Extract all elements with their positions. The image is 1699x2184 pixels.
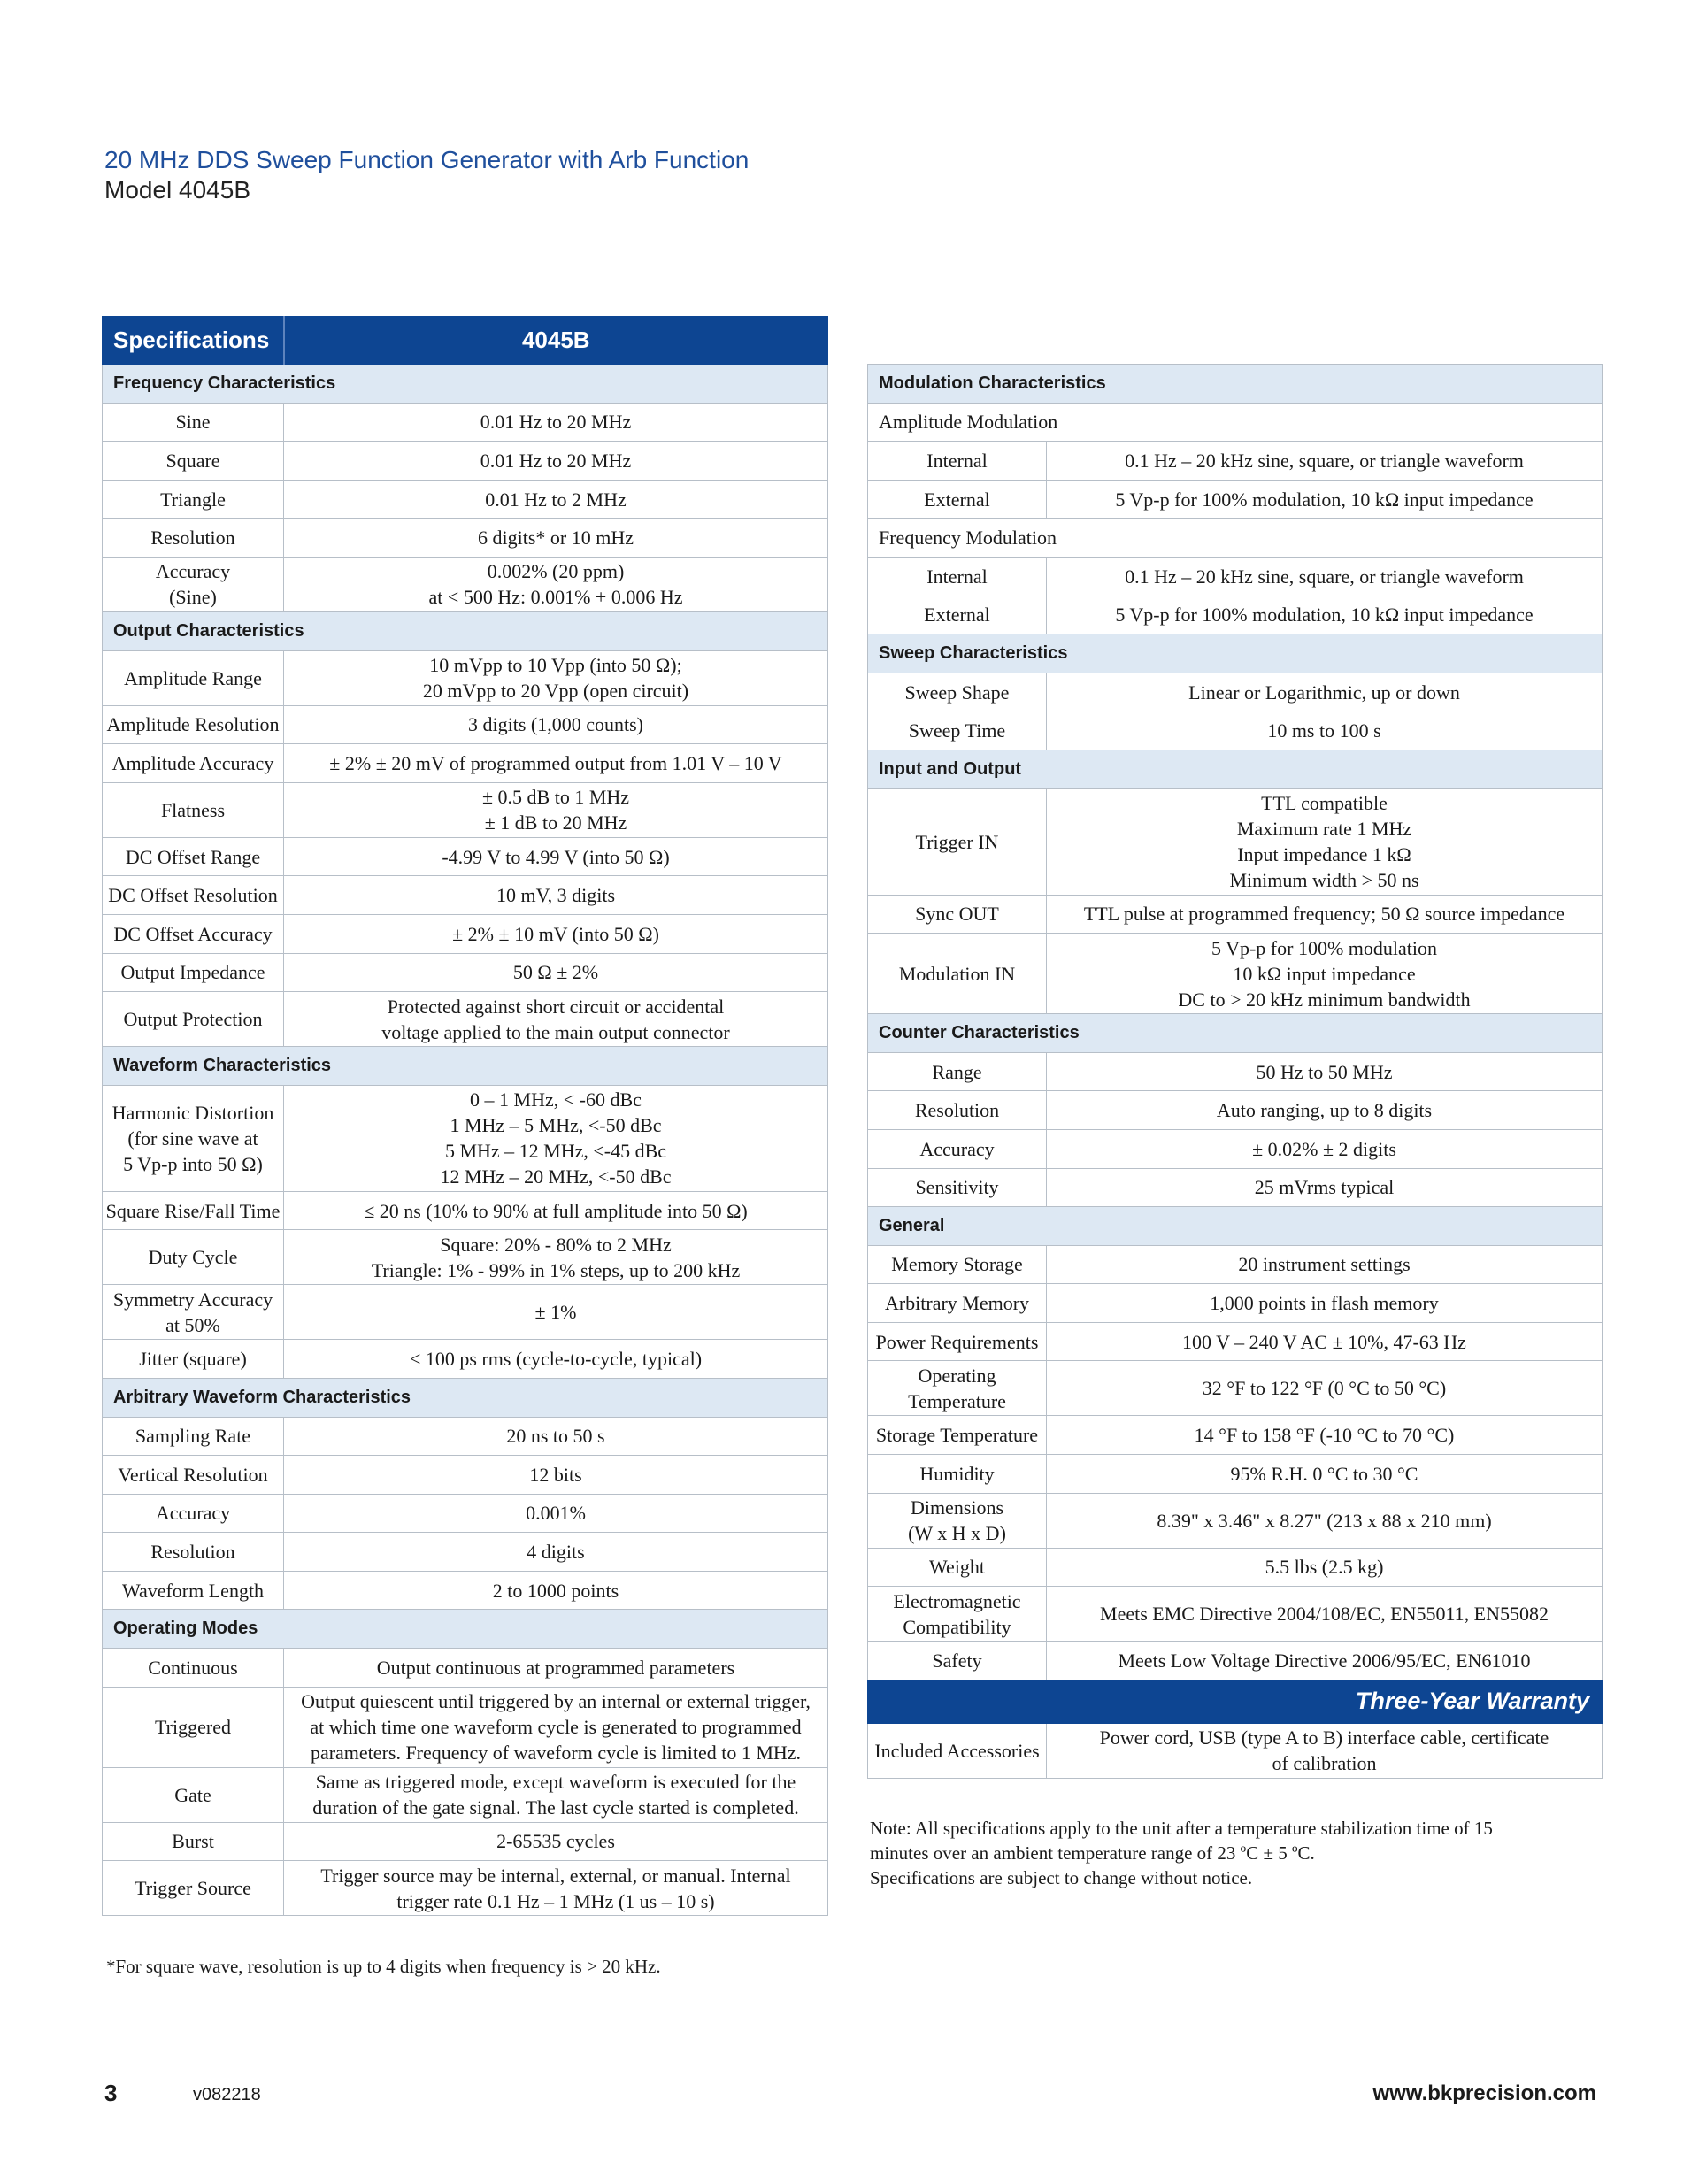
spec-value: Linear or Logarithmic, up or down bbox=[1047, 673, 1603, 711]
spec-row bbox=[103, 1571, 828, 1610]
spec-row bbox=[103, 1417, 828, 1456]
spec-value: Meets Low Voltage Directive 2006/95/EC, EN61010 bbox=[1047, 1642, 1603, 1680]
subsection-header bbox=[868, 403, 1603, 442]
spec-label: Humidity bbox=[868, 1455, 1047, 1494]
section-title: Amplitude Modulation bbox=[868, 403, 1603, 442]
spec-row bbox=[868, 1245, 1603, 1284]
section-title: Arbitrary Waveform Characteristics bbox=[103, 1378, 828, 1417]
warranty-text: Three-Year Warranty bbox=[868, 1680, 1603, 1723]
spec-label: Resolution bbox=[868, 1091, 1047, 1130]
section-title: Waveform Characteristics bbox=[103, 1047, 828, 1086]
spec-value: Same as triggered mode, except waveform is executed for the duration of the gate signal. The last cycle started is completed. bbox=[284, 1767, 828, 1822]
spec-row bbox=[103, 1085, 828, 1191]
spec-row bbox=[868, 1493, 1603, 1548]
spec-value: 0.01 Hz to 20 MHz bbox=[284, 442, 828, 481]
note-line: Note: All specifications apply to the unit after a temperature stabilization time of 15 bbox=[870, 1818, 1493, 1839]
spec-row bbox=[868, 1052, 1603, 1091]
spec-row bbox=[868, 1168, 1603, 1207]
section-header bbox=[103, 611, 828, 650]
spec-label: Power Requirements bbox=[868, 1322, 1047, 1361]
spec-row bbox=[103, 914, 828, 953]
spec-value: 2 to 1000 points bbox=[284, 1571, 828, 1610]
spec-value: 14 °F to 158 °F (-10 °C to 70 °C) bbox=[1047, 1416, 1603, 1455]
spec-label: Flatness bbox=[103, 782, 284, 837]
spec-value: ± 0.02% ± 2 digits bbox=[1047, 1129, 1603, 1168]
spec-label: Resolution bbox=[103, 519, 284, 558]
warranty-banner bbox=[868, 1680, 1603, 1723]
spec-label: Sweep Time bbox=[868, 711, 1047, 750]
specifications-note bbox=[870, 1816, 1595, 1890]
spec-row bbox=[103, 1456, 828, 1495]
spec-value: Trigger source may be internal, external, or manual. Internal trigger rate 0.1 Hz – 1 MHz (1 us – 10 s) bbox=[284, 1861, 828, 1916]
spec-row bbox=[868, 557, 1603, 596]
spec-label: DC Offset Resolution bbox=[103, 876, 284, 915]
spec-value: 50 Ω ± 2% bbox=[284, 953, 828, 992]
spec-label: Trigger IN bbox=[868, 788, 1047, 895]
resolution-footnote: *For square wave, resolution is up to 4 digits when frequency is > 20 kHz. bbox=[106, 1956, 661, 1977]
spec-value: 5.5 lbs (2.5 kg) bbox=[1047, 1548, 1603, 1587]
spec-label: External bbox=[868, 480, 1047, 519]
spec-row bbox=[103, 1687, 828, 1767]
spec-row bbox=[103, 953, 828, 992]
spec-row bbox=[868, 934, 1603, 1014]
spec-value: 25 mVrms typical bbox=[1047, 1168, 1603, 1207]
spec-row bbox=[103, 650, 828, 705]
model-number: Model 4045B bbox=[104, 176, 251, 204]
spec-label: Memory Storage bbox=[868, 1245, 1047, 1284]
spec-row bbox=[868, 1548, 1603, 1587]
spec-value: 0.002% (20 ppm) at < 500 Hz: 0.001% + 0.006 Hz bbox=[284, 557, 828, 611]
spec-row bbox=[868, 596, 1603, 634]
section-header bbox=[103, 1047, 828, 1086]
spec-value: 50 Hz to 50 MHz bbox=[1047, 1052, 1603, 1091]
spec-label: Symmetry Accuracy at 50% bbox=[103, 1285, 284, 1340]
spec-row bbox=[103, 782, 828, 837]
spec-value: 12 bits bbox=[284, 1456, 828, 1495]
spec-value: ± 2% ± 10 mV (into 50 Ω) bbox=[284, 914, 828, 953]
spec-label: Operating Temperature bbox=[868, 1361, 1047, 1416]
spec-row bbox=[103, 1767, 828, 1822]
spec-label: Amplitude Range bbox=[103, 650, 284, 705]
spec-row bbox=[868, 673, 1603, 711]
spec-row bbox=[103, 1494, 828, 1533]
spec-label: Accuracy bbox=[103, 1494, 284, 1533]
spec-label: Sync OUT bbox=[868, 895, 1047, 934]
spec-label: Arbitrary Memory bbox=[868, 1284, 1047, 1323]
spec-row bbox=[868, 480, 1603, 519]
spec-label: Amplitude Resolution bbox=[103, 705, 284, 744]
spec-value: 4 digits bbox=[284, 1533, 828, 1572]
note-line: minutes over an ambient temperature range of 23 ºC ± 5 ºC. bbox=[870, 1842, 1315, 1864]
spec-value: Output quiescent until triggered by an internal or external trigger, at which time one waveform cycle is generated to programmed parameters. Frequency of waveform cycle is limited to 1 MHz. bbox=[284, 1687, 828, 1767]
spec-label: Included Accessories bbox=[868, 1723, 1047, 1778]
spec-label: Modulation IN bbox=[868, 934, 1047, 1014]
spec-label: Accuracy bbox=[868, 1129, 1047, 1168]
spec-row bbox=[868, 1723, 1603, 1778]
spec-label: Range bbox=[868, 1052, 1047, 1091]
spec-label: Sweep Shape bbox=[868, 673, 1047, 711]
spec-label: Square bbox=[103, 442, 284, 481]
spec-value: ≤ 20 ns (10% to 90% at full amplitude into 50 Ω) bbox=[284, 1191, 828, 1230]
spec-value: Auto ranging, up to 8 digits bbox=[1047, 1091, 1603, 1130]
spec-value: 0.1 Hz – 20 kHz sine, square, or triangle waveform bbox=[1047, 442, 1603, 481]
spec-value: 10 mV, 3 digits bbox=[284, 876, 828, 915]
spec-row bbox=[868, 1322, 1603, 1361]
section-header bbox=[103, 1610, 828, 1649]
spec-row bbox=[103, 1285, 828, 1340]
section-header bbox=[103, 1378, 828, 1417]
spec-label: Duty Cycle bbox=[103, 1230, 284, 1285]
spec-value: ± 1% bbox=[284, 1285, 828, 1340]
spec-value: Protected against short circuit or accidental voltage applied to the main output connector bbox=[284, 992, 828, 1047]
specifications-table-header bbox=[103, 317, 828, 365]
spec-row bbox=[103, 705, 828, 744]
specifications-heading: Specifications bbox=[103, 317, 284, 365]
spec-label: Harmonic Distortion (for sine wave at 5 Vp-p into 50 Ω) bbox=[103, 1085, 284, 1191]
spec-label: Output Protection bbox=[103, 992, 284, 1047]
spec-label: DC Offset Range bbox=[103, 837, 284, 876]
spec-value: 10 ms to 100 s bbox=[1047, 711, 1603, 750]
spec-row bbox=[103, 1230, 828, 1285]
spec-row bbox=[868, 1416, 1603, 1455]
spec-row bbox=[868, 711, 1603, 750]
spec-label: Dimensions (W x H x D) bbox=[868, 1493, 1047, 1548]
section-title: Input and Output bbox=[868, 750, 1603, 788]
page-number: 3 bbox=[104, 2080, 118, 2106]
spec-label: Resolution bbox=[103, 1533, 284, 1572]
spec-value: 6 digits* or 10 mHz bbox=[284, 519, 828, 558]
spec-label: Trigger Source bbox=[103, 1861, 284, 1916]
spec-label: Square Rise/Fall Time bbox=[103, 1191, 284, 1230]
spec-row bbox=[103, 1649, 828, 1688]
spec-value: ± 2% ± 20 mV of programmed output from 1.01 V – 10 V bbox=[284, 744, 828, 783]
spec-value: < 100 ps rms (cycle-to-cycle, typical) bbox=[284, 1340, 828, 1379]
spec-value: Meets EMC Directive 2004/108/EC, EN55011, EN55082 bbox=[1047, 1587, 1603, 1642]
spec-value: TTL compatible Maximum rate 1 MHz Input impedance 1 kΩ Minimum width > 50 ns bbox=[1047, 788, 1603, 895]
spec-value: 3 digits (1,000 counts) bbox=[284, 705, 828, 744]
spec-value: 95% R.H. 0 °C to 30 °C bbox=[1047, 1455, 1603, 1494]
spec-value: 0.001% bbox=[284, 1494, 828, 1533]
section-title: Counter Characteristics bbox=[868, 1014, 1603, 1053]
spec-label: Output Impedance bbox=[103, 953, 284, 992]
spec-row bbox=[868, 1361, 1603, 1416]
spec-value: -4.99 V to 4.99 V (into 50 Ω) bbox=[284, 837, 828, 876]
model-column-heading: 4045B bbox=[284, 317, 828, 365]
section-title: General bbox=[868, 1207, 1603, 1246]
spec-label: Weight bbox=[868, 1548, 1047, 1587]
page-header bbox=[104, 145, 749, 205]
spec-label: External bbox=[868, 596, 1047, 634]
spec-row bbox=[103, 744, 828, 783]
spec-row bbox=[103, 1191, 828, 1230]
spec-label: Waveform Length bbox=[103, 1571, 284, 1610]
spec-row bbox=[868, 1091, 1603, 1130]
spec-value: 5 Vp-p for 100% modulation, 10 kΩ input impedance bbox=[1047, 596, 1603, 634]
spec-label: Jitter (square) bbox=[103, 1340, 284, 1379]
section-title: Modulation Characteristics bbox=[868, 365, 1603, 404]
spec-label: Electromagnetic Compatibility bbox=[868, 1587, 1047, 1642]
spec-row bbox=[868, 442, 1603, 481]
spec-row bbox=[868, 788, 1603, 895]
spec-label: Sampling Rate bbox=[103, 1417, 284, 1456]
spec-row bbox=[103, 442, 828, 481]
spec-value: 10 mVpp to 10 Vpp (into 50 Ω); 20 mVpp to 20 Vpp (open circuit) bbox=[284, 650, 828, 705]
spec-value: 5 Vp-p for 100% modulation 10 kΩ input impedance DC to > 20 kHz minimum bandwidth bbox=[1047, 934, 1603, 1014]
spec-label: Burst bbox=[103, 1822, 284, 1861]
spec-value: Square: 20% - 80% to 2 MHz Triangle: 1% - 99% in 1% steps, up to 200 kHz bbox=[284, 1230, 828, 1285]
website-url: www.bkprecision.com bbox=[1372, 2081, 1596, 2105]
spec-row bbox=[103, 1861, 828, 1916]
spec-row bbox=[868, 1129, 1603, 1168]
spec-label: DC Offset Accuracy bbox=[103, 914, 284, 953]
document-title: 20 MHz DDS Sweep Function Generator with Arb Function bbox=[104, 146, 750, 173]
section-title: Frequency Modulation bbox=[868, 519, 1603, 558]
spec-row bbox=[103, 876, 828, 915]
additional-specifications-table bbox=[867, 364, 1603, 1779]
spec-label: Storage Temperature bbox=[868, 1416, 1047, 1455]
spec-row bbox=[868, 1455, 1603, 1494]
spec-label: Accuracy (Sine) bbox=[103, 557, 284, 611]
spec-value: 20 instrument settings bbox=[1047, 1245, 1603, 1284]
spec-label: Amplitude Accuracy bbox=[103, 744, 284, 783]
spec-row bbox=[868, 1284, 1603, 1323]
spec-value: 2-65535 cycles bbox=[284, 1822, 828, 1861]
spec-value: 1,000 points in flash memory bbox=[1047, 1284, 1603, 1323]
spec-value: 0.01 Hz to 2 MHz bbox=[284, 480, 828, 519]
spec-label: Gate bbox=[103, 1767, 284, 1822]
spec-value: TTL pulse at programmed frequency; 50 Ω source impedance bbox=[1047, 895, 1603, 934]
section-header bbox=[868, 1207, 1603, 1246]
note-line: Specifications are subject to change without notice. bbox=[870, 1867, 1253, 1888]
document-version: v082218 bbox=[193, 2085, 261, 2104]
spec-value: Power cord, USB (type A to B) interface cable, certificate of calibration bbox=[1047, 1723, 1603, 1778]
section-title: Operating Modes bbox=[103, 1610, 828, 1649]
section-header bbox=[868, 365, 1603, 404]
spec-row bbox=[103, 837, 828, 876]
section-header bbox=[868, 1014, 1603, 1053]
spec-label: Internal bbox=[868, 557, 1047, 596]
subsection-header bbox=[868, 519, 1603, 558]
spec-value: 5 Vp-p for 100% modulation, 10 kΩ input impedance bbox=[1047, 480, 1603, 519]
spec-value: 8.39" x 3.46" x 8.27" (213 x 88 x 210 mm) bbox=[1047, 1493, 1603, 1548]
spec-label: Sine bbox=[103, 403, 284, 442]
spec-row bbox=[103, 1533, 828, 1572]
specifications-table bbox=[102, 316, 828, 1916]
spec-label: Triggered bbox=[103, 1687, 284, 1767]
spec-label: Vertical Resolution bbox=[103, 1456, 284, 1495]
spec-row bbox=[103, 1822, 828, 1861]
spec-row bbox=[103, 1340, 828, 1379]
spec-label: Triangle bbox=[103, 480, 284, 519]
spec-row bbox=[868, 1642, 1603, 1680]
spec-label: Sensitivity bbox=[868, 1168, 1047, 1207]
spec-value: 0.1 Hz – 20 kHz sine, square, or triangle waveform bbox=[1047, 557, 1603, 596]
spec-value: 32 °F to 122 °F (0 °C to 50 °C) bbox=[1047, 1361, 1603, 1416]
spec-label: Safety bbox=[868, 1642, 1047, 1680]
spec-row bbox=[103, 480, 828, 519]
spec-value: 0 – 1 MHz, < -60 dBc 1 MHz – 5 MHz, <-50 dBc 5 MHz – 12 MHz, <-45 dBc 12 MHz – 20 MHz, <-50 dBc bbox=[284, 1085, 828, 1191]
section-title: Frequency Characteristics bbox=[103, 365, 828, 404]
spec-row bbox=[868, 1587, 1603, 1642]
section-header bbox=[868, 750, 1603, 788]
spec-row bbox=[868, 895, 1603, 934]
section-header bbox=[103, 365, 828, 404]
section-header bbox=[868, 634, 1603, 673]
section-title: Sweep Characteristics bbox=[868, 634, 1603, 673]
spec-value: 100 V – 240 V AC ± 10%, 47-63 Hz bbox=[1047, 1322, 1603, 1361]
spec-value: ± 0.5 dB to 1 MHz ± 1 dB to 20 MHz bbox=[284, 782, 828, 837]
spec-row bbox=[103, 557, 828, 611]
section-title: Output Characteristics bbox=[103, 611, 828, 650]
spec-row bbox=[103, 519, 828, 558]
spec-value: Output continuous at programmed parameters bbox=[284, 1649, 828, 1688]
spec-label: Continuous bbox=[103, 1649, 284, 1688]
spec-row bbox=[103, 992, 828, 1047]
spec-label: Internal bbox=[868, 442, 1047, 481]
spec-value: 0.01 Hz to 20 MHz bbox=[284, 403, 828, 442]
spec-row bbox=[103, 403, 828, 442]
spec-value: 20 ns to 50 s bbox=[284, 1417, 828, 1456]
